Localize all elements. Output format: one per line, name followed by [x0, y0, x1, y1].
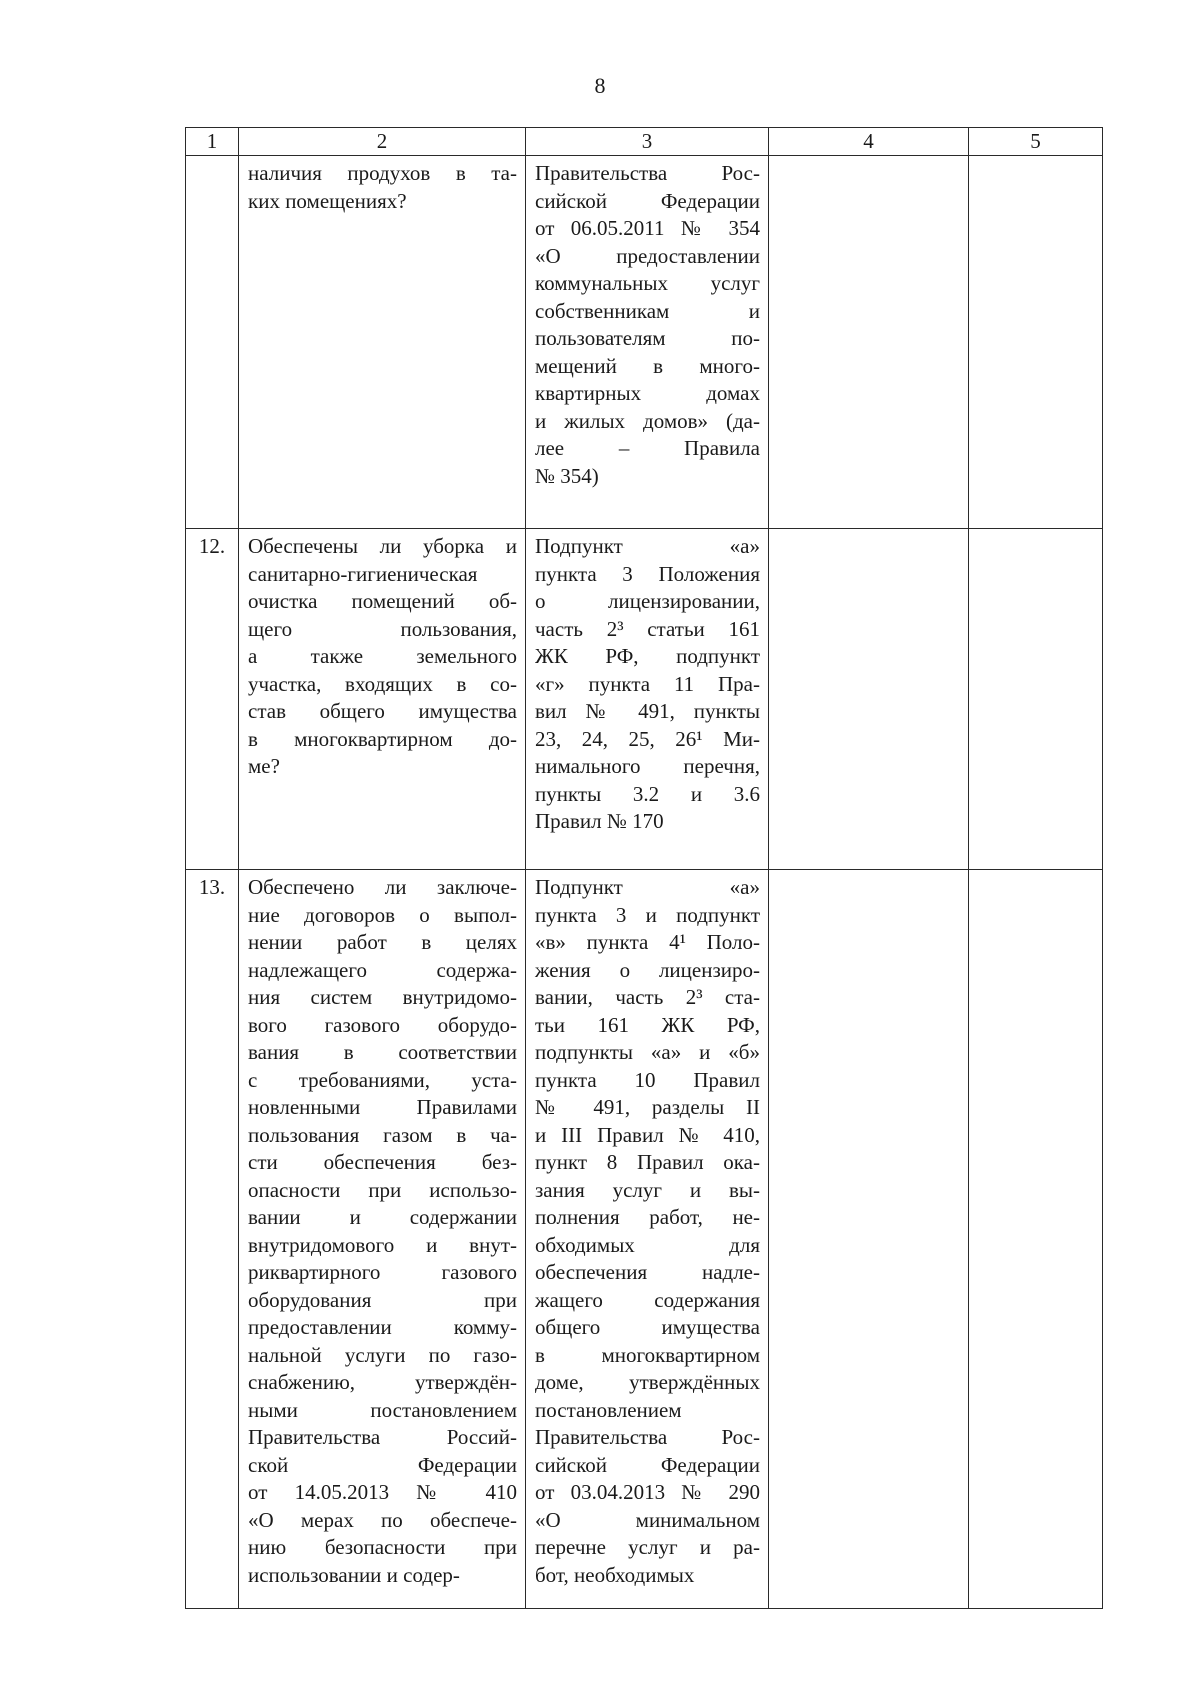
- question-line: оборудования при: [248, 1287, 517, 1312]
- page-number: 8: [594, 73, 606, 98]
- legal-basis-line: доме, утверждённых: [535, 1370, 760, 1394]
- legal-basis-line: 23, 24, 25, 26¹ Ми-: [535, 726, 760, 751]
- legal-basis-cell: [526, 156, 769, 529]
- question-cell: [239, 529, 526, 870]
- legal-basis-line: пункта 3 и подпункт: [535, 902, 760, 927]
- question-line: щего пользования,: [248, 616, 517, 641]
- legal-basis-line: пользователям по-: [535, 326, 760, 350]
- legal-basis-line: жения о лицензиро-: [535, 957, 760, 982]
- note-cell: [969, 529, 1103, 870]
- table-row: [186, 870, 1103, 1609]
- question-line: от 14.05.2013 № 410: [248, 1480, 517, 1504]
- question-line: ными постановлением: [248, 1397, 517, 1422]
- question-line: Правительства Россий-: [248, 1425, 517, 1449]
- legal-basis-line: мещений в много-: [535, 353, 760, 378]
- answer-cell: [769, 870, 969, 1609]
- question-line: ние договоров о выпол-: [248, 902, 517, 927]
- table-row: [186, 529, 1103, 870]
- table-row: [186, 156, 1103, 529]
- legal-basis-line: вании, часть 2³ ста-: [535, 985, 760, 1009]
- legal-basis-line: Правительства Рос-: [535, 161, 760, 185]
- legal-basis-line: «в» пункта 4¹ Поло-: [535, 930, 760, 954]
- item-number: [186, 156, 239, 529]
- question-line: став общего имущества: [248, 699, 517, 723]
- legal-basis-line: обходимых для: [535, 1232, 760, 1257]
- note-cell: [969, 870, 1103, 1609]
- item-number: 13.: [186, 870, 239, 1609]
- question-line: сти обеспечения без-: [248, 1150, 517, 1174]
- legal-basis-line: лее – Правила: [535, 436, 760, 460]
- column-header-1: 1: [186, 128, 239, 156]
- question-line: вания в соответствии: [248, 1040, 517, 1064]
- question-line: в многоквартирном до-: [248, 726, 517, 751]
- question-line: наличия продухов в та-: [248, 161, 517, 185]
- question-line: пользования газом в ча-: [248, 1122, 517, 1147]
- question-line: очистка помещений об-: [248, 589, 517, 613]
- legal-basis-line: коммунальных услуг: [535, 271, 760, 295]
- question-cell: [239, 870, 526, 1609]
- answer-cell: [769, 529, 969, 870]
- question-line: использовании и содер-: [248, 1562, 460, 1587]
- question-cell: [239, 156, 526, 529]
- legal-basis-line: от 03.04.2013 № 290: [535, 1480, 760, 1504]
- legal-basis-line: Правительства Рос-: [535, 1425, 760, 1449]
- legal-basis-line: о лицензировании,: [535, 589, 760, 613]
- legal-basis-line: зания услуг и вы-: [535, 1177, 760, 1202]
- question-line: ме?: [248, 754, 280, 778]
- question-line: нении работ в целях: [248, 930, 517, 954]
- legal-basis-line: жащего содержания: [535, 1287, 760, 1312]
- legal-basis-line: пункта 3 Положения: [535, 561, 760, 586]
- question-line: ния систем внутридомо-: [248, 985, 517, 1009]
- column-header-5: 5: [969, 128, 1103, 156]
- question-line: новленными Правилами: [248, 1095, 517, 1119]
- item-number: 12.: [186, 529, 239, 870]
- legal-basis-line: общего имущества: [535, 1315, 760, 1339]
- question-line: внутридомового и внут-: [248, 1232, 517, 1257]
- question-line: Обеспечены ли уборка и: [248, 534, 517, 558]
- legal-basis-line: сийской Федерации: [535, 1452, 760, 1477]
- legal-basis-line: и жилых домов» (да-: [535, 408, 760, 433]
- legal-basis-line: обеспечения надле-: [535, 1260, 760, 1284]
- question-line: Обеспечено ли заключе-: [248, 875, 517, 899]
- column-header-2: 2: [239, 128, 526, 156]
- note-cell: [969, 156, 1103, 529]
- legal-basis-line: собственникам и: [535, 298, 760, 323]
- legal-basis-line: часть 2³ статьи 161: [535, 616, 760, 641]
- question-line: снабжению, утверждён-: [248, 1370, 517, 1394]
- legal-basis-line: сийской Федерации: [535, 188, 760, 213]
- legal-basis-line: «г» пункта 11 Пра-: [535, 671, 760, 696]
- legal-basis-line: пункт 8 Правил ока-: [535, 1150, 760, 1174]
- legal-basis-line: № 491, разделы II: [535, 1095, 760, 1119]
- question-line: риквартирного газового: [248, 1260, 517, 1284]
- question-line: с требованиями, уста-: [248, 1067, 517, 1092]
- question-line: опасности при использо-: [248, 1177, 517, 1202]
- question-line: нию безопасности при: [248, 1535, 517, 1559]
- legal-basis-line: пункты 3.2 и 3.6: [535, 781, 760, 806]
- legal-basis-cell: [526, 529, 769, 870]
- question-line: надлежащего содержа-: [248, 957, 517, 982]
- legal-basis-line: № 354): [535, 463, 599, 488]
- table-header-row: [186, 128, 1103, 156]
- legal-basis-line: «О предоставлении: [535, 243, 760, 268]
- legal-basis-line: бот, необходимых: [535, 1562, 695, 1587]
- legal-basis-cell: [526, 870, 769, 1609]
- question-line: санитарно-гигиеническая: [248, 561, 478, 586]
- question-line: ской Федерации: [248, 1452, 517, 1477]
- legal-basis-line: в многоквартирном: [535, 1342, 760, 1367]
- legal-basis-line: квартирных домах: [535, 381, 760, 405]
- legal-basis-line: тьи 161 ЖК РФ,: [535, 1012, 760, 1037]
- legal-basis-line: от 06.05.2011 № 354: [535, 216, 760, 240]
- question-line: предоставлении комму-: [248, 1315, 517, 1339]
- legal-basis-line: Подпункт «а»: [535, 534, 760, 558]
- legal-basis-line: и III Правил № 410,: [535, 1122, 760, 1147]
- question-line: а также земельного: [248, 644, 517, 668]
- legal-basis-line: перечне услуг и ра-: [535, 1535, 760, 1559]
- question-line: участка, входящих в со-: [248, 671, 517, 696]
- answer-cell: [769, 156, 969, 529]
- legal-basis-line: пункта 10 Правил: [535, 1067, 760, 1092]
- legal-basis-line: ЖК РФ, подпункт: [535, 644, 760, 668]
- legal-basis-line: полнения работ, не-: [535, 1205, 760, 1229]
- table-body: [186, 156, 1103, 1609]
- legal-basis-line: нимального перечня,: [535, 754, 760, 778]
- question-line: нальной услуги по газо-: [248, 1342, 517, 1367]
- question-line: вании и содержании: [248, 1205, 517, 1229]
- legal-basis-line: Подпункт «а»: [535, 875, 760, 899]
- question-line: ких помещениях?: [248, 188, 407, 213]
- legal-basis-line: Правил № 170: [535, 809, 664, 833]
- question-line: «О мерах по обеспече-: [248, 1507, 517, 1532]
- legal-basis-line: постановлением: [535, 1397, 682, 1422]
- legal-basis-line: вил № 491, пункты: [535, 699, 760, 723]
- requirements-table: [185, 127, 1103, 1609]
- legal-basis-line: подпункты «а» и «б»: [535, 1040, 760, 1064]
- legal-basis-line: «О минимальном: [535, 1507, 760, 1532]
- column-header-4: 4: [769, 128, 969, 156]
- question-line: вого газового оборудо-: [248, 1012, 517, 1037]
- column-header-3: 3: [526, 128, 769, 156]
